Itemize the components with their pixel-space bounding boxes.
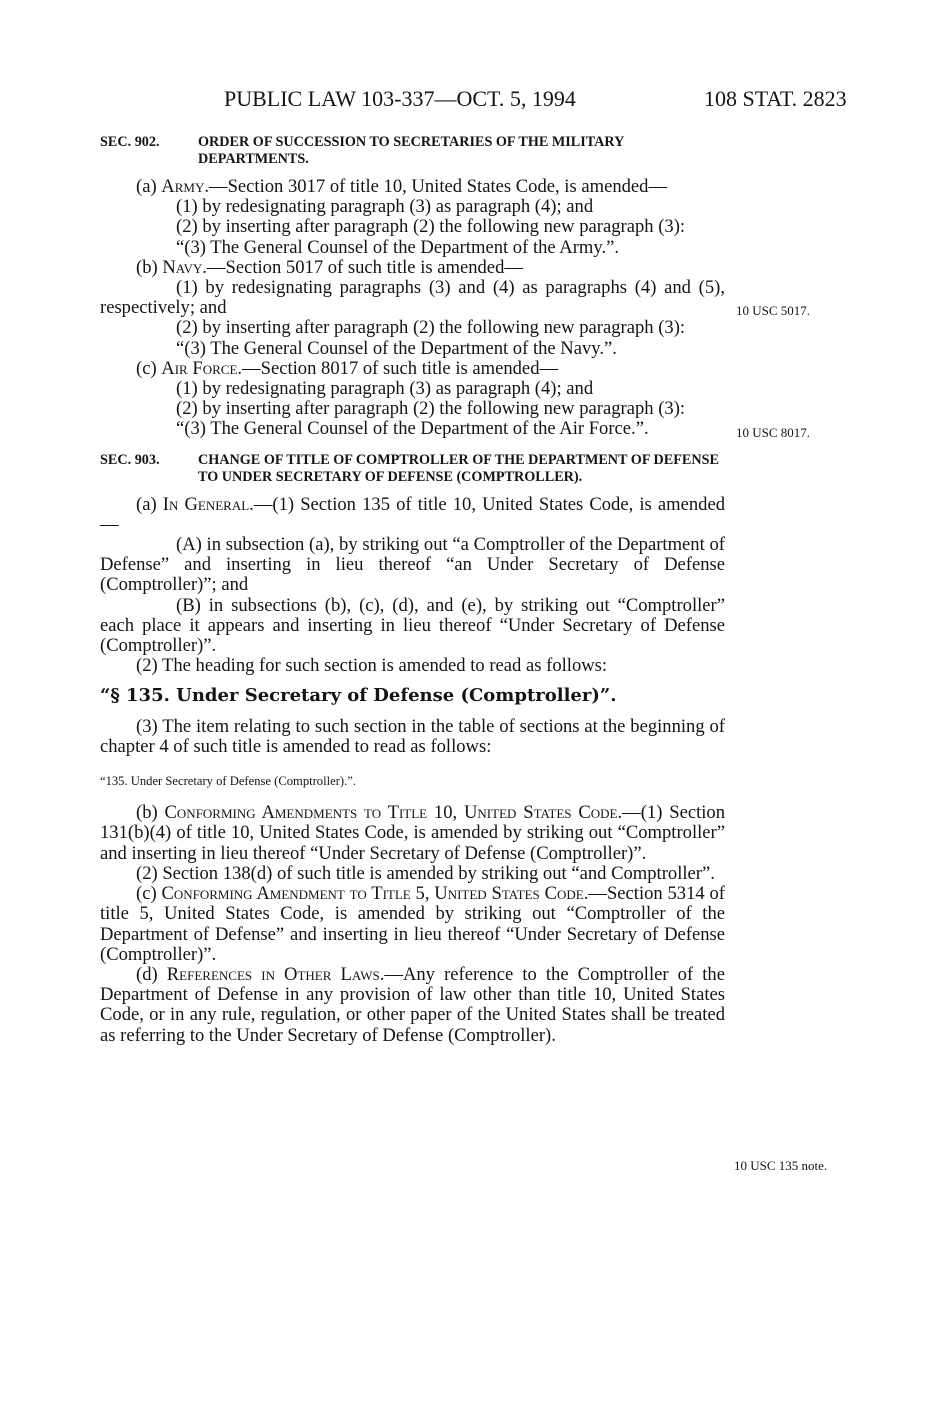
sec903-a-heading: In General (162, 493, 250, 515)
sec903-d-heading: References in Other Laws (166, 963, 380, 985)
sec903-a-paragraph-3: (3) The item relating to such section in the table of sections at the beginning of chapter 4 of such title is amended to read as follows: (100, 715, 725, 757)
margin-note-10-usc-8017: 10 USC 8017. (736, 425, 811, 440)
section-135-heading: “§ 135. Under Secretary of Defense (Comptroller)”. (100, 685, 617, 707)
sec902-a-quote: “(3) The General Counsel of the Department of the Army.”. (176, 236, 619, 258)
sec902-c-quote: “(3) The General Counsel of the Department of the Air Force.”. (176, 418, 649, 440)
sec902-a-paragraph-2: (2) by inserting after paragraph (2) the following new paragraph (3): (176, 216, 686, 238)
sec903-d-label: (d) (136, 963, 167, 985)
sec902-b-text: .—Section 5017 of such title is amended— (202, 256, 523, 278)
sec902-a-label: (a) (136, 176, 162, 197)
sec903-b-paragraph-2: (2) Section 138(d) of such title is amended by striking out “and Comptroller”. (136, 862, 715, 884)
sec903-subsection-a (100, 495, 725, 535)
section-902-heading (100, 134, 725, 168)
sec902-a-heading: Army (161, 176, 205, 197)
sec903-c-heading: Conforming Amendment to Title 5, United States Code (161, 883, 584, 905)
sec902-subsection-b (100, 258, 725, 278)
sec902-c-text: .—Section 8017 of such title is amended— (237, 357, 559, 379)
document-body (100, 134, 725, 1046)
sec902-b-paragraph-2: (2) by inserting after paragraph (2) the following new paragraph (3): (176, 317, 686, 339)
public-law-citation: PUBLIC LAW 103-337—OCT. 5, 1994 (224, 86, 576, 111)
sec902-b-label: (b) (136, 256, 163, 278)
sec902-subsection-c (100, 359, 725, 379)
sec903-b-heading: Conforming Amendments to Title 10, United States Code (164, 802, 618, 824)
section-903-number: SEC. 903. (100, 451, 160, 468)
sec903-b-label: (b) (136, 802, 165, 824)
sec903-a-clause-A: (A) in subsection (a), by striking out “a Comptroller of the Department of Defense” and inserting in lieu thereof “an Under Secretary of Defense (Comptroller)”; and (100, 534, 725, 596)
sec903-b-text: .—(1) Section 131(b)(4) of title 10, United States Code, is amended by striking out “Comptroller” and inserting in lieu thereof “Under Secretary of Defense (Comptroller)”. (100, 802, 725, 864)
sec902-c-label: (c) (136, 357, 162, 379)
sec903-c-label: (c) (136, 883, 162, 905)
table-of-sections-item: “135. Under Secretary of Defense (Comptroller).”. (100, 774, 356, 789)
margin-note-10-usc-135-note: 10 USC 135 note. (734, 1158, 828, 1173)
sec902-c-paragraph-1: (1) by redesignating paragraph (3) as paragraph (4); and (176, 378, 594, 400)
sec902-subsection-a (100, 177, 725, 197)
sec902-b-paragraph-1: (1) by redesignating paragraphs (3) and (4) as paragraphs (4) and (5), respectively; and (100, 277, 725, 319)
sec903-subsection-d (100, 965, 725, 1046)
margin-note-10-usc-5017: 10 USC 5017. (736, 303, 811, 318)
sec903-a-label: (a) (136, 493, 163, 515)
sec903-d-text: .—Any reference to the Comptroller of the Department of Defense in any provision of law other than title 10, United States Code, or in any rule, regulation, or other paper of the United States shall be treated as referring to the Under Secretary of Defense (Comptroller). (100, 963, 725, 1046)
sec902-b-heading: Navy (162, 256, 203, 278)
sec903-subsection-b (100, 803, 725, 864)
section-903-heading (100, 452, 725, 486)
sec903-a-paragraph-2: (2) The heading for such section is amended to read as follows: (136, 655, 608, 677)
sec902-a-text: .—Section 3017 of title 10, United States Code, is amended— (204, 176, 668, 197)
sec902-a-paragraph-1: (1) by redesignating paragraph (3) as paragraph (4); and (176, 196, 594, 218)
sec902-c-paragraph-2: (2) by inserting after paragraph (2) the following new paragraph (3): (176, 398, 686, 420)
sec903-subsection-c (100, 884, 725, 965)
stat-page-number: 108 STAT. 2823 (704, 86, 847, 111)
sec902-b-quote: “(3) The General Counsel of the Department of the Navy.”. (176, 337, 617, 359)
section-903-title: CHANGE OF TITLE OF COMPTROLLER OF THE DEPARTMENT OF DEFENSE TO UNDER SECRETARY OF DEFENSE (COMPTROLLER). (198, 451, 719, 485)
section-902-title: ORDER OF SUCCESSION TO SECRETARIES OF THE MILITARY DEPARTMENTS. (198, 134, 624, 167)
sec903-a-text: .—(1) Section 135 of title 10, United States Code, is amended— (100, 493, 725, 535)
section-902-number: SEC. 902. (100, 134, 160, 150)
sec902-c-heading: Air Force (161, 357, 238, 379)
sec903-a-clause-B: (B) in subsections (b), (c), (d), and (e), by striking out “Comptroller” each place it appears and inserting in lieu thereof “Under Secretary of Defense (Comptroller)”. (100, 594, 725, 657)
sec903-c-text: .—Section 5314 of title 5, United States Code, is amended by striking out “Comptroller of the Department of Defense” and inserting in lieu thereof “Under Secretary of Defense (Comptroller)”. (100, 883, 725, 965)
